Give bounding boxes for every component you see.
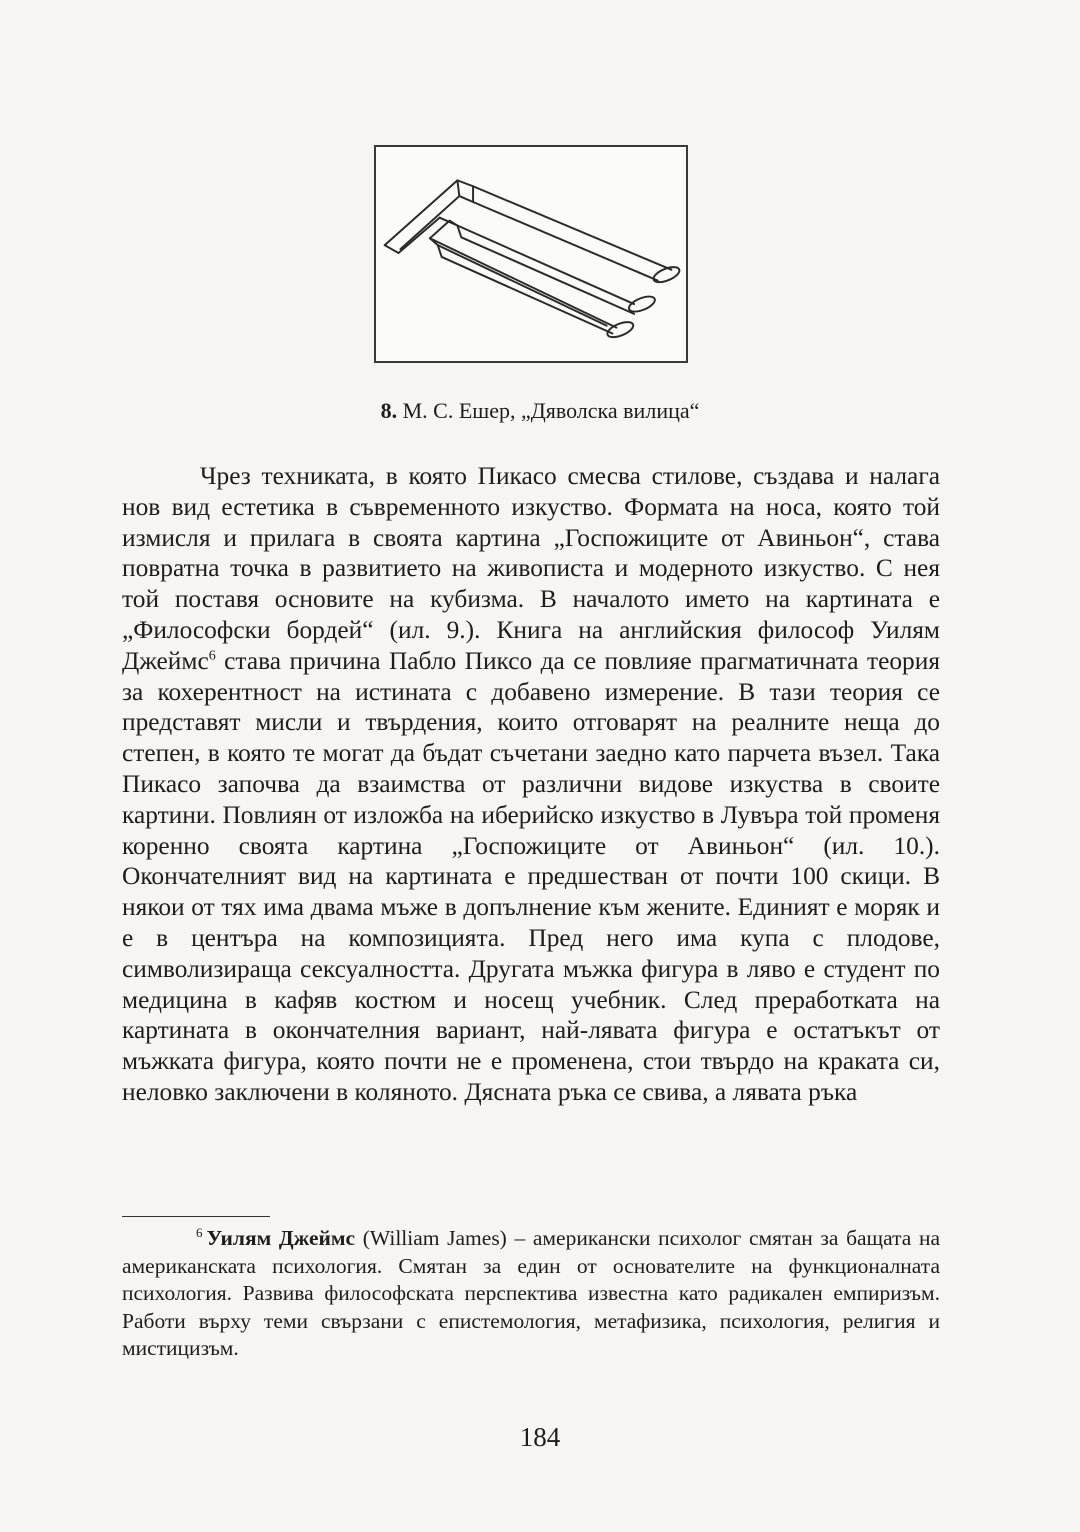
footnote-reference: 6 [208, 648, 216, 664]
footnote [122, 1225, 940, 1363]
paragraph-text-part2: става причина Пабло Пиксо да се повлияе прагматичната теория за кохерентност на истината с добавено измерение. В тази теория се представят мисли и твърдения, които отговарят на реалните неща до степен, в която те могат да бъдат съчетани заедно като парчета възел. Така Пикасо започва да взаимства от различни видове изкуства в своите картини. Повлиян от изложба на иберийско изкуство в Лувъра той променя коренно своята картина „Госпожиците от Авиньон“ (ил. 10.). Окончателният вид на картината е предшестван от почти 100 скици. В някои от тях има двама мъже в допълнение към жените. Единият е моряк и е в центъра на композицията. Пред него има купа с плодове, символизираща сексуалността. Другата мъжка фигура в ляво е студент по медицина в кафяв костюм и носещ учебник. След преработката на картината в окончателния вариант, най-лявата фигура е остатъкът от мъжката фигура, която почти не е променена, стои твърдо на краката си, неловко заключени в коляното. Дясната ръка се свива, а лявата ръка [122, 646, 940, 1106]
figure-caption-text: М. С. Ешер, „Дяволска вилица“ [397, 398, 700, 423]
figure-illustration [374, 145, 688, 363]
impossible-trident-drawing [376, 147, 686, 361]
paragraph-text-part1: Чрез техниката, в която Пикасо смесва стилове, създава и налага нов вид естетика в съвременното изкуство. Формата на носа, която той измисля и прилага в своята картина „Госпожиците от Авиньон“, става повратна точка в развитието на живописта и модерното изкуство. С нея той поставя основите на кубизма. В началото името на картината е „Философски бордей“ (ил. 9.). Книга на английския философ Уилям Джеймс [122, 462, 940, 675]
footnote-divider [122, 1216, 270, 1217]
page-number: 184 [519, 1422, 561, 1452]
figure-caption [0, 397, 1080, 425]
main-paragraph [122, 461, 940, 1108]
footnote-name: Уилям Джеймс [206, 1226, 356, 1250]
footnote-number: 6 [196, 1224, 203, 1240]
footnote-text: (William James) – американски психолог смятан за бащата на американската психология. Смятан за един от основателите на функционалната психология. Развива философската перспектива известна като радикален емпиризъм. Работи върху теми свързани с епистемология, метафизика, психология, религия и мистицизъм. [122, 1226, 940, 1360]
figure-caption-number: 8. [380, 398, 398, 423]
body-text [122, 461, 940, 1108]
